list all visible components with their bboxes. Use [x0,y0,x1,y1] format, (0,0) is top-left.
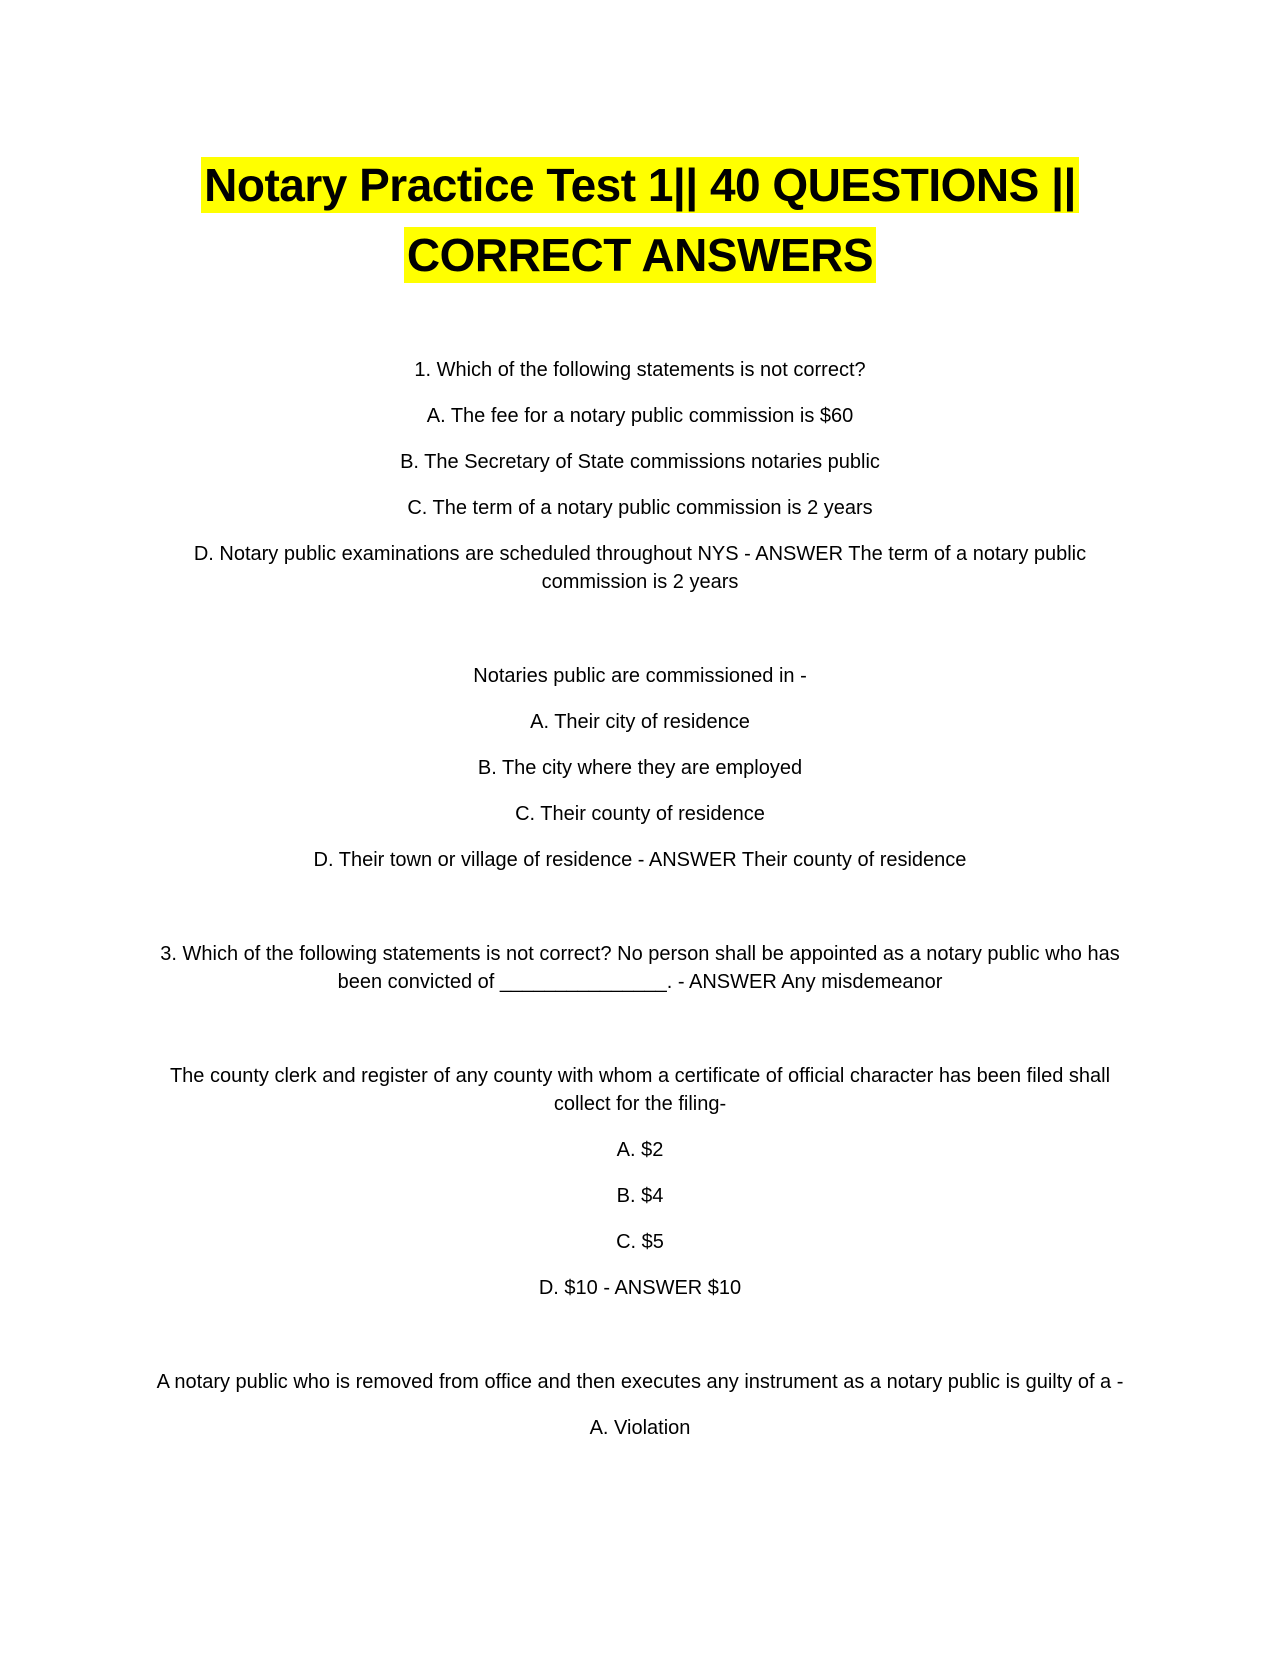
answer-option: A. The fee for a notary public commission is $60 [426,405,854,427]
question-text: The county clerk and register of any county with whom a certificate of official character has been filed shall collect for the filing- [169,1065,1111,1115]
question-text: 3. Which of the following statements is not correct? No person shall be appointed as a notary public who has been convicted of _______________. - ANSWER Any misdemeanor [160,943,1120,993]
title-line-1: Notary Practice Test 1|| 40 QUESTIONS || [201,157,1079,213]
answer-option: D. $10 - ANSWER $10 [538,1277,742,1299]
answer-option: D. Notary public examinations are scheduled throughout NYS - ANSWER The term of a notary public commission is 2 years [193,543,1087,593]
answer-option: A. $2 [616,1139,664,1161]
spacer [150,1320,1130,1368]
spacer [150,892,1130,940]
answer-option: B. The city where they are employed [477,757,803,779]
question-text: 1. Which of the following statements is not correct? [414,359,866,381]
spacer [150,614,1130,662]
title-line-2: CORRECT ANSWERS [404,227,876,283]
document-title [140,150,1140,290]
answer-option: D. Their town or village of residence - ANSWER Their county of residence [313,849,967,871]
document-body [150,356,1130,1460]
answer-option: B. $4 [616,1185,664,1207]
spacer [150,1014,1130,1062]
answer-option: C. $5 [616,1231,664,1253]
question-text: Notaries public are commissioned in - [473,665,807,687]
question-text: A notary public who is removed from office and then executes any instrument as a notary public is guilty of a - [156,1371,1124,1393]
answer-option: A. Their city of residence [530,711,750,733]
answer-option: C. Their county of residence [515,803,765,825]
answer-option: C. The term of a notary public commission is 2 years [407,497,873,519]
answer-option: B. The Secretary of State commissions notaries public [400,451,880,473]
answer-option: A. Violation [589,1417,691,1439]
